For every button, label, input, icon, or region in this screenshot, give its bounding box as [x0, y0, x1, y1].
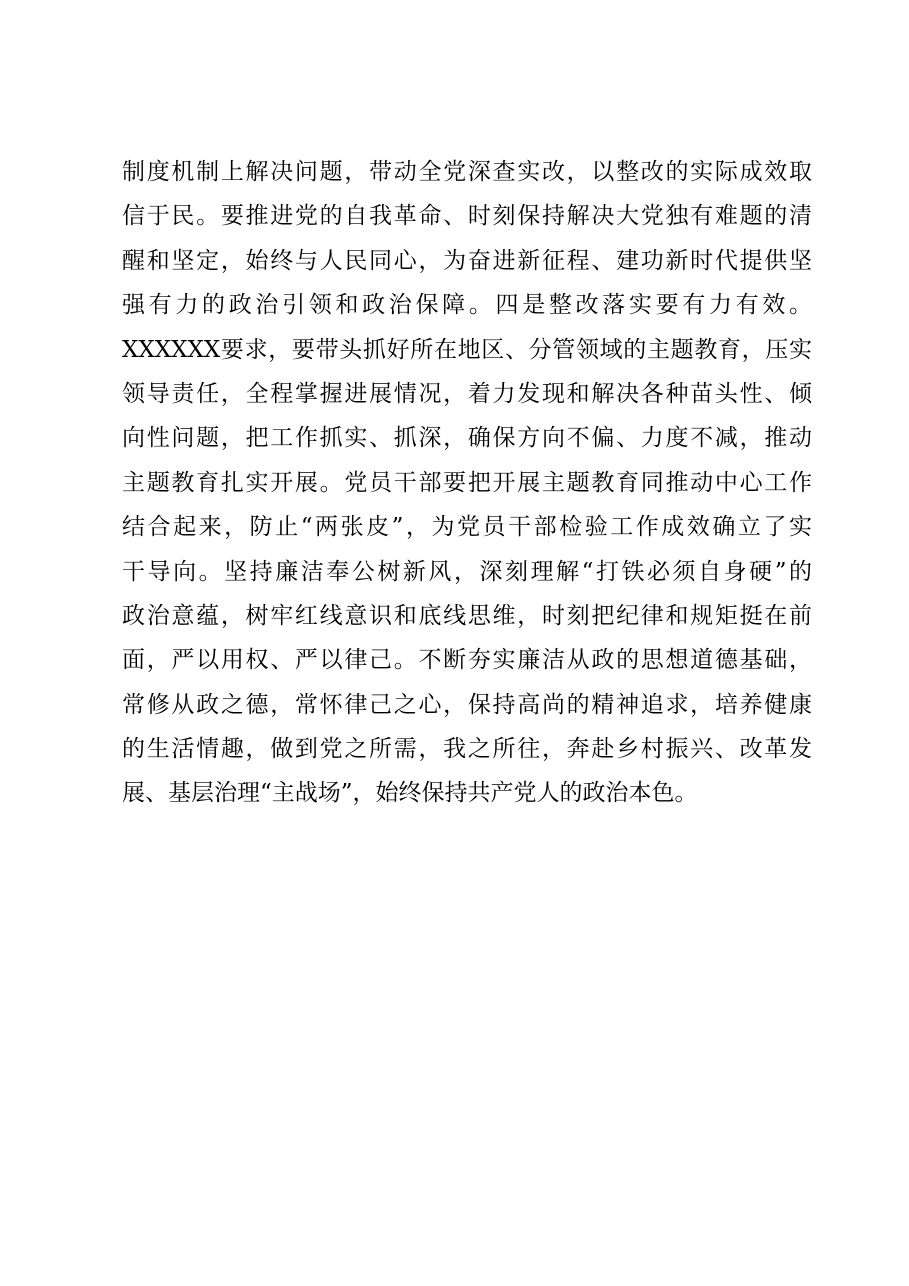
text-line-7: 向性问题，把工作抓实、抓深，确保方向不偏、力度不减，推动 [122, 425, 812, 452]
text-line-3: 醒和坚定，始终与人民同心，为奋进新征程、建功新时代提供坚 [122, 247, 812, 274]
text-line-2: 信于民。要推进党的自我革命、时刻保持解决大党独有难题的清 [122, 203, 812, 230]
text-line-4: 强有力的政治引领和政治保障。四是整改落实要有力有效。 [122, 292, 812, 319]
text-line-6: 领导责任，全程掌握进展情况，着力发现和解决各种苗头性、倾 [122, 380, 812, 407]
text-line-11: 政治意蕴，树牢红线意识和底线思维，时刻把纪律和规矩挺在前 [122, 602, 812, 629]
text-line-12: 面，严以用权、严以律己。不断夯实廉洁从政的思想道德基础， [122, 647, 812, 674]
text-line-9: 结合起来，防止“两张皮”，为党员干部检验工作成效确立了实 [122, 514, 812, 541]
text-line-8: 主题教育扎实开展。党员干部要把开展主题教育同推动中心工作 [122, 469, 812, 496]
text-line-14: 的生活情趣，做到党之所需，我之所往，奔赴乡村振兴、改革发 [122, 736, 812, 763]
body-paragraph [122, 150, 812, 816]
text-line-1: 制度机制上解决问题，带动全党深查实改，以整改的实际成效取 [122, 159, 812, 185]
text-line-5: XXXXXX要求，要带头抓好所在地区、分管领域的主题教育，压实 [122, 336, 812, 363]
text-line-13: 常修从政之德，常怀律己之心，保持高尚的精神追求，培养健康 [122, 691, 812, 718]
text-line-10: 干导向。坚持廉洁奉公树新风，深刻理解“打铁必须自身硬”的 [122, 558, 812, 585]
text-line-15: 展、基层治理“主战场”，始终保持共产党人的政治本色。 [122, 780, 698, 807]
